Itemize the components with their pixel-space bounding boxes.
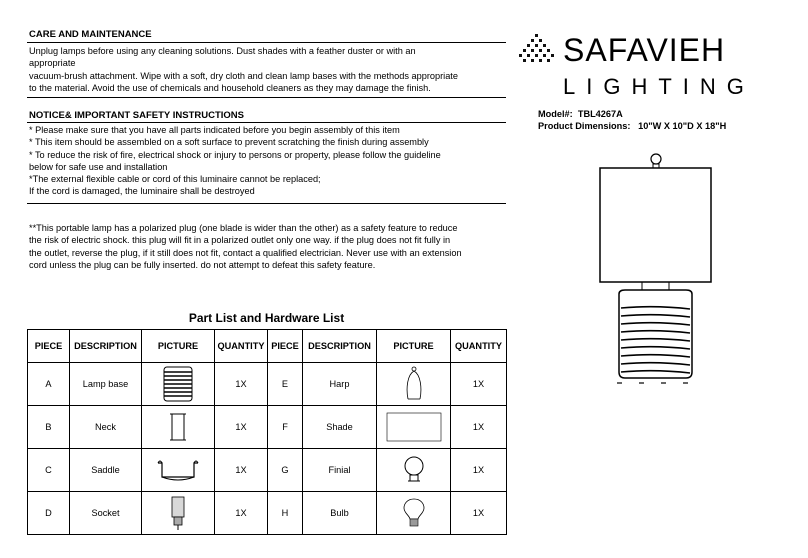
quantity-cell: 1X	[451, 492, 507, 535]
header-quantity: QUANTITY	[215, 330, 268, 363]
piece-cell: E	[268, 363, 303, 406]
table-row	[28, 449, 507, 492]
description-cell: Finial	[303, 449, 377, 492]
piece-cell: B	[28, 406, 70, 449]
safety-line: *The external flexible cable or cord of this luminaire cannot be replaced;	[29, 174, 321, 185]
neck-icon	[163, 410, 193, 444]
brand-subtitle: LIGHTING	[563, 74, 755, 99]
safety-line: * This item should be assembled on a soft surface to prevent scratching the finish during assembly	[29, 137, 429, 148]
brand-logo	[515, 24, 755, 104]
brand-name: SAFAVIEH	[563, 32, 726, 68]
plug-notice-text	[29, 222, 505, 271]
care-line: to the material. Avoid the use of chemicals and household cleaners as they may damage the finish.	[29, 82, 431, 93]
header-description: DESCRIPTION	[70, 330, 142, 363]
picture-cell	[142, 492, 215, 535]
picture-cell	[142, 363, 215, 406]
harp-icon	[399, 365, 429, 403]
dimensions-label: Product Dimensions:	[538, 121, 631, 131]
plug-line: cord unless the plug can be fully inserted. do not attempt to defeat this safety feature.	[29, 259, 376, 270]
care-title: CARE AND MAINTENANCE	[29, 29, 152, 40]
description-cell: Lamp base	[70, 363, 142, 406]
quantity-cell: 1X	[451, 363, 507, 406]
care-line: appropriate	[29, 58, 76, 69]
description-cell: Neck	[70, 406, 142, 449]
bulb-icon	[399, 496, 429, 530]
saddle-icon	[155, 455, 201, 485]
picture-cell	[377, 492, 451, 535]
header-piece: PIECE	[268, 330, 303, 363]
safety-line: * To reduce the risk of fire, electrical shock or injury to persons or property, please follow the guideline	[29, 149, 441, 160]
dimensions-value: 10"W X 10"D X 18"H	[638, 121, 727, 131]
lamp-illustration	[595, 150, 715, 390]
lamp-base-icon	[158, 365, 198, 403]
safety-bottom-divider	[27, 203, 506, 204]
chandelier-logo-icon	[515, 34, 559, 70]
quantity-cell: 1X	[451, 406, 507, 449]
safety-title: NOTICE& IMPORTANT SAFETY INSTRUCTIONS	[29, 110, 244, 121]
safety-divider	[27, 122, 506, 123]
picture-cell	[142, 449, 215, 492]
header-quantity: QUANTITY	[451, 330, 507, 363]
model-number: TBL4267A	[577, 109, 623, 119]
dimensions-line	[538, 121, 726, 131]
safety-line: If the cord is damaged, the luminaire shall be destroyed	[29, 186, 255, 197]
piece-cell: C	[28, 449, 70, 492]
description-cell: Bulb	[303, 492, 377, 535]
quantity-cell: 1X	[215, 449, 268, 492]
description-cell: Saddle	[70, 449, 142, 492]
picture-cell	[142, 406, 215, 449]
table-row	[28, 492, 507, 535]
safety-line: * Please make sure that you have all parts indicated before you begin assembly of this item	[29, 125, 400, 135]
description-cell: Shade	[303, 406, 377, 449]
piece-cell: F	[268, 406, 303, 449]
piece-cell: A	[28, 363, 70, 406]
care-divider	[27, 42, 506, 43]
model-line	[538, 109, 623, 119]
quantity-cell: 1X	[215, 492, 268, 535]
care-text	[29, 45, 505, 94]
care-line: vacuum-brush attachment. Wipe with a soft, dry cloth and clean lamp bases with the methods appropriate	[29, 70, 458, 81]
table-row	[28, 406, 507, 449]
safety-line: below for safe use and installation	[29, 161, 168, 172]
model-label: Model#:	[538, 109, 573, 119]
header-picture: PICTURE	[142, 330, 215, 363]
safety-text	[29, 124, 505, 198]
quantity-cell: 1X	[215, 363, 268, 406]
picture-cell	[377, 449, 451, 492]
piece-cell: H	[268, 492, 303, 535]
parts-table-title: Part List and Hardware List	[188, 311, 345, 325]
description-cell: Harp	[303, 363, 377, 406]
piece-cell: G	[268, 449, 303, 492]
piece-cell: D	[28, 492, 70, 535]
parts-table	[27, 329, 507, 535]
header-picture: PICTURE	[377, 330, 451, 363]
finial-icon	[399, 453, 429, 487]
shade-icon	[384, 410, 444, 444]
header-description: DESCRIPTION	[303, 330, 377, 363]
plug-line: **This portable lamp has a polarized plug (one blade is wider than the other) as a safety feature to reduce	[29, 223, 458, 233]
care-line: Unplug lamps before using any cleaning solutions. Dust shades with a feather duster or with an	[29, 46, 416, 56]
description-cell: Socket	[70, 492, 142, 535]
quantity-cell: 1X	[451, 449, 507, 492]
header-piece: PIECE	[28, 330, 70, 363]
quantity-cell: 1X	[215, 406, 268, 449]
table-row	[28, 363, 507, 406]
picture-cell	[377, 363, 451, 406]
table-header-row	[28, 330, 507, 363]
socket-icon	[163, 495, 193, 531]
plug-line: the outlet, reverse the plug, if it still does not fit, contact a qualified electrician. Never use with an extension	[29, 247, 462, 258]
plug-line: the risk of electric shock. this plug will fit in a polarized outlet only one way. if the plug does not fit fully in	[29, 235, 451, 246]
picture-cell	[377, 406, 451, 449]
care-bottom-divider	[27, 97, 506, 98]
